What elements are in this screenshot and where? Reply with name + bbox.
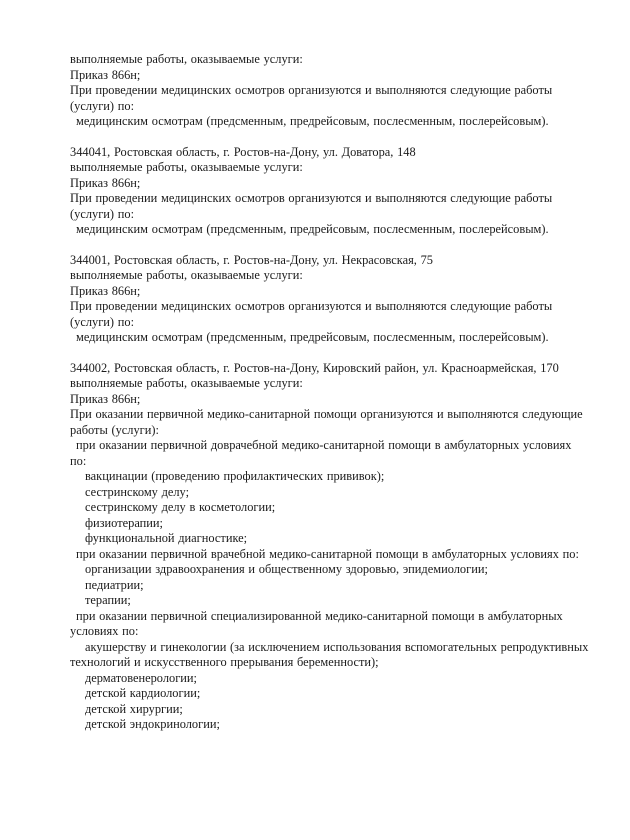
text-line: детской эндокринологии; — [85, 717, 220, 731]
text-line: выполняемые работы, оказываемые услуги: — [70, 160, 303, 174]
text-line: при оказании первичной специализированной медико-санитарной помощи в амбулаторных — [76, 608, 563, 623]
text-line: терапии; — [85, 593, 131, 607]
text-line: медицинским осмотрам (предсменным, предрейсовым, послесменным, послерейсовым). — [76, 330, 549, 344]
text-line: по: — [70, 453, 87, 468]
text-line: детской кардиологии; — [85, 686, 201, 700]
text-line: выполняемые работы, оказываемые услуги: — [70, 268, 303, 282]
text-line: акушерству и гинекологии (за исключением использования вспомогательных репродуктивных — [85, 639, 589, 654]
text-line: работы (услуги): — [70, 422, 159, 437]
text-line: Приказ 866н; — [70, 283, 141, 298]
document-body — [70, 52, 600, 733]
text-line: детской хирургии; — [85, 701, 183, 716]
text-line: сестринскому делу в косметологии; — [85, 500, 276, 514]
text-line: технологий и искусственного прерывания беременности); — [70, 655, 379, 669]
text-line: Приказ 866н; — [70, 391, 141, 406]
text-line: при оказании первичной доврачебной медико-санитарной помощи в амбулаторных условиях — [76, 438, 572, 452]
text-line: педиатрии; — [85, 577, 144, 592]
license-works-block-krasnoarmeyskaya — [70, 361, 600, 733]
text-line: выполняемые работы, оказываемые услуги: — [70, 376, 303, 390]
address-line: 344041, Ростовская область, г. Ростов-на-Дону, ул. Доватора, 148 — [70, 144, 416, 159]
text-line: дерматовенерологии; — [85, 670, 197, 685]
license-works-block-dovatora — [70, 145, 600, 238]
text-line: функциональной диагностике; — [85, 531, 248, 545]
license-works-block-continuation — [70, 52, 600, 130]
address-line: 344002, Ростовская область, г. Ростов-на-Дону, Кировский район, ул. Красноармейская, 170 — [70, 360, 559, 375]
license-works-block-nekrasovskaya — [70, 253, 600, 346]
text-line: При проведении медицинских осмотров организуются и выполняются следующие работы — [70, 299, 553, 313]
text-line: (услуги) по: — [70, 314, 135, 329]
text-line: При проведении медицинских осмотров организуются и выполняются следующие работы — [70, 191, 553, 205]
text-line: сестринскому делу; — [85, 484, 190, 499]
text-line: (услуги) по: — [70, 206, 135, 221]
text-line: (услуги) по: — [70, 98, 135, 113]
text-line: вакцинации (проведению профилактических прививок); — [85, 469, 385, 483]
text-line: Приказ 866н; — [70, 67, 141, 82]
text-line: при оказании первичной врачебной медико-санитарной помощи в амбулаторных условиях по: — [76, 546, 579, 561]
text-line: Приказ 866н; — [70, 175, 141, 190]
text-line: физиотерапии; — [85, 515, 163, 530]
text-line: выполняемые работы, оказываемые услуги: — [70, 52, 303, 66]
address-line: 344001, Ростовская область, г. Ростов-на-Дону, ул. Некрасовская, 75 — [70, 252, 433, 267]
text-line: медицинским осмотрам (предсменным, предрейсовым, послесменным, послерейсовым). — [76, 114, 549, 128]
text-line: организации здравоохранения и общественному здоровью, эпидемиологии; — [85, 562, 488, 576]
text-line: При проведении медицинских осмотров организуются и выполняются следующие работы — [70, 83, 553, 97]
text-line: медицинским осмотрам (предсменным, предрейсовым, послесменным, послерейсовым). — [76, 222, 549, 236]
text-line: При оказании первичной медико-санитарной помощи организуются и выполняются следующие — [70, 407, 583, 421]
text-line: условиях по: — [70, 624, 139, 638]
